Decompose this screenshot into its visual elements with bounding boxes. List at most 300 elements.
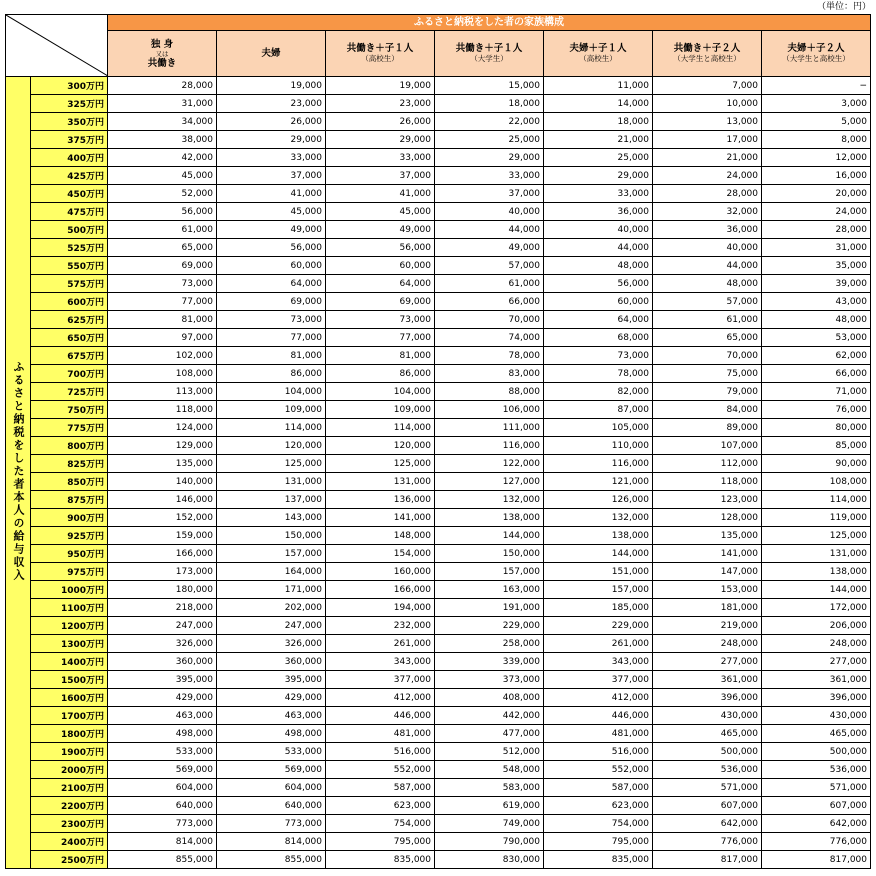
income-cell: 800万円 [31,437,108,455]
value-cell: 136,000 [326,491,435,509]
value-cell: 640,000 [217,797,326,815]
value-cell: 17,000 [653,131,762,149]
value-cell: 125,000 [326,455,435,473]
value-cell: 69,000 [217,293,326,311]
income-cell: 825万円 [31,455,108,473]
value-cell: 90,000 [762,455,871,473]
value-cell: 131,000 [326,473,435,491]
column-header-label: 夫婦＋子２人 [787,43,845,54]
value-cell: 28,000 [653,185,762,203]
value-cell: 44,000 [435,221,544,239]
value-cell: 107,000 [653,437,762,455]
value-cell: 339,000 [435,653,544,671]
value-cell: 642,000 [762,815,871,833]
value-cell: 33,000 [326,149,435,167]
value-cell: 73,000 [108,275,217,293]
value-cell: 8,000 [762,131,871,149]
value-cell: 202,000 [217,599,326,617]
value-cell: 552,000 [326,761,435,779]
value-cell: 105,000 [544,419,653,437]
value-cell: 60,000 [326,257,435,275]
table-row [6,257,871,275]
income-cell: 975万円 [31,563,108,581]
value-cell: 512,000 [435,743,544,761]
income-cell: 2100万円 [31,779,108,797]
income-cell: 875万円 [31,491,108,509]
value-cell: 88,000 [435,383,544,401]
value-cell: 86,000 [217,365,326,383]
value-cell: 258,000 [435,635,544,653]
value-cell: 498,000 [217,725,326,743]
income-cell: 1100万円 [31,599,108,617]
column-header-note: （高校生） [579,54,617,63]
value-cell: 261,000 [544,635,653,653]
value-cell: 82,000 [544,383,653,401]
value-cell: 24,000 [653,167,762,185]
value-cell: 152,000 [108,509,217,527]
value-cell: 412,000 [326,689,435,707]
value-cell: 141,000 [326,509,435,527]
value-cell: 153,000 [653,581,762,599]
value-cell: 160,000 [326,563,435,581]
value-cell: 29,000 [435,149,544,167]
value-cell: 34,000 [108,113,217,131]
table-row [6,563,871,581]
value-cell: 69,000 [108,257,217,275]
value-cell: 446,000 [326,707,435,725]
value-cell: 430,000 [762,707,871,725]
value-cell: 39,000 [762,275,871,293]
income-cell: 1900万円 [31,743,108,761]
income-cell: 450万円 [31,185,108,203]
value-cell: 60,000 [217,257,326,275]
column-header-note: （大学生と高校生） [673,54,741,63]
table-row [6,599,871,617]
value-cell: 129,000 [108,437,217,455]
table-row [6,779,871,797]
income-cell: 700万円 [31,365,108,383]
value-cell: 465,000 [762,725,871,743]
value-cell: 118,000 [653,473,762,491]
value-cell: 154,000 [326,545,435,563]
table-row [6,509,871,527]
value-cell: 118,000 [108,401,217,419]
income-cell: 575万円 [31,275,108,293]
table-row [6,113,871,131]
value-cell: 571,000 [762,779,871,797]
value-cell: 173,000 [108,563,217,581]
value-cell: 45,000 [217,203,326,221]
value-cell: 132,000 [435,491,544,509]
value-cell: 29,000 [217,131,326,149]
value-cell: 127,000 [435,473,544,491]
value-cell: 144,000 [544,545,653,563]
value-cell: 619,000 [435,797,544,815]
value-cell: 65,000 [653,329,762,347]
value-cell: 125,000 [762,527,871,545]
table-row [6,149,871,167]
table-row [6,329,871,347]
value-cell: 37,000 [326,167,435,185]
value-cell: 56,000 [544,275,653,293]
table-row [6,815,871,833]
value-cell: 102,000 [108,347,217,365]
table-row [6,365,871,383]
value-cell: 23,000 [326,95,435,113]
value-cell: 360,000 [108,653,217,671]
table-row [6,689,871,707]
value-cell: 35,000 [762,257,871,275]
income-cell: 775万円 [31,419,108,437]
value-cell: 73,000 [326,311,435,329]
value-cell: 855,000 [217,851,326,869]
table-row [6,419,871,437]
value-cell: 144,000 [762,581,871,599]
column-header-label: 夫婦＋子１人 [569,43,627,54]
table-row [6,581,871,599]
value-cell: 463,000 [217,707,326,725]
value-cell: 140,000 [108,473,217,491]
table-row [6,761,871,779]
value-cell: 86,000 [326,365,435,383]
value-cell: 218,000 [108,599,217,617]
value-cell: 583,000 [435,779,544,797]
income-cell: 425万円 [31,167,108,185]
value-cell: 110,000 [544,437,653,455]
value-cell: 41,000 [326,185,435,203]
value-cell: 124,000 [108,419,217,437]
value-cell: 114,000 [217,419,326,437]
table-row [6,221,871,239]
value-cell: 157,000 [435,563,544,581]
value-cell: 587,000 [544,779,653,797]
income-cell: 2200万円 [31,797,108,815]
value-cell: 49,000 [435,239,544,257]
value-cell: 56,000 [217,239,326,257]
table-row [6,455,871,473]
table-row [6,203,871,221]
table-row [6,527,871,545]
value-cell: 516,000 [326,743,435,761]
value-cell: 36,000 [544,203,653,221]
value-cell: 623,000 [544,797,653,815]
value-cell: 28,000 [762,221,871,239]
value-cell: 23,000 [217,95,326,113]
value-cell: 795,000 [544,833,653,851]
value-cell: 361,000 [653,671,762,689]
value-cell: 343,000 [326,653,435,671]
value-cell: 814,000 [217,833,326,851]
value-cell: 533,000 [108,743,217,761]
income-cell: 950万円 [31,545,108,563]
value-cell: 10,000 [653,95,762,113]
value-cell: 396,000 [762,689,871,707]
value-cell: 22,000 [435,113,544,131]
value-cell: 25,000 [544,149,653,167]
value-cell: 104,000 [326,383,435,401]
value-cell: 128,000 [653,509,762,527]
value-cell: 623,000 [326,797,435,815]
value-cell: 150,000 [217,527,326,545]
income-cell: 650万円 [31,329,108,347]
value-cell: 138,000 [762,563,871,581]
income-cell: 500万円 [31,221,108,239]
value-cell: 61,000 [435,275,544,293]
value-cell: 48,000 [653,275,762,293]
value-cell: 114,000 [326,419,435,437]
income-cell: 1300万円 [31,635,108,653]
row-axis-label-cell [6,77,31,869]
table-row [6,383,871,401]
value-cell: 219,000 [653,617,762,635]
value-cell: 68,000 [544,329,653,347]
value-cell: 548,000 [435,761,544,779]
value-cell: 429,000 [217,689,326,707]
value-cell: 113,000 [108,383,217,401]
table-row [6,671,871,689]
column-header-sub: 又は [155,49,169,58]
income-cell: 2000万円 [31,761,108,779]
value-cell: 135,000 [653,527,762,545]
value-cell: 37,000 [435,185,544,203]
value-cell: 343,000 [544,653,653,671]
value-cell: 132,000 [544,509,653,527]
income-cell: 900万円 [31,509,108,527]
value-cell: 64,000 [544,311,653,329]
value-cell: 5,000 [762,113,871,131]
value-cell: 516,000 [544,743,653,761]
value-cell: 24,000 [762,203,871,221]
value-cell: 20,000 [762,185,871,203]
value-cell: 56,000 [326,239,435,257]
table-row [6,833,871,851]
value-cell: 164,000 [217,563,326,581]
value-cell: 19,000 [326,77,435,95]
income-cell: 625万円 [31,311,108,329]
column-header-note: （大学生と高校生） [782,54,850,63]
unit-note: （単位：円） [816,2,871,12]
table-row [6,707,871,725]
value-cell: 104,000 [217,383,326,401]
value-cell: 77,000 [217,329,326,347]
furusato-limit-table [5,14,871,869]
value-cell: 77,000 [108,293,217,311]
value-cell: 43,000 [762,293,871,311]
value-cell: 533,000 [217,743,326,761]
income-cell: 1600万円 [31,689,108,707]
value-cell: 607,000 [762,797,871,815]
value-cell: 180,000 [108,581,217,599]
value-cell: 111,000 [435,419,544,437]
value-cell: 181,000 [653,599,762,617]
value-cell: 14,000 [544,95,653,113]
column-header [326,31,435,77]
value-cell: 106,000 [435,401,544,419]
value-cell: 123,000 [653,491,762,509]
value-cell: 40,000 [544,221,653,239]
income-cell: 2500万円 [31,851,108,869]
value-cell: 80,000 [762,419,871,437]
income-cell: 600万円 [31,293,108,311]
value-cell: 817,000 [762,851,871,869]
income-cell: 1200万円 [31,617,108,635]
table-row [6,275,871,293]
column-header [544,31,653,77]
value-cell: 78,000 [544,365,653,383]
value-cell: 71,000 [762,383,871,401]
value-cell: 126,000 [544,491,653,509]
value-cell: 157,000 [217,545,326,563]
value-cell: 38,000 [108,131,217,149]
value-cell: 36,000 [653,221,762,239]
value-cell: 70,000 [653,347,762,365]
value-cell: 21,000 [653,149,762,167]
value-cell: 89,000 [653,419,762,437]
value-cell: 119,000 [762,509,871,527]
value-cell: 73,000 [217,311,326,329]
value-cell: 66,000 [762,365,871,383]
value-cell: 31,000 [108,95,217,113]
table-row [6,473,871,491]
table-row [6,851,871,869]
value-cell: 40,000 [435,203,544,221]
value-cell: 33,000 [544,185,653,203]
value-cell: 57,000 [653,293,762,311]
value-cell: 45,000 [108,167,217,185]
value-cell: 194,000 [326,599,435,617]
value-cell: 607,000 [653,797,762,815]
table-row [6,437,871,455]
value-cell: 604,000 [217,779,326,797]
income-cell: 1400万円 [31,653,108,671]
income-cell: 400万円 [31,149,108,167]
column-header-label: 夫婦 [261,48,281,59]
column-header [762,31,871,77]
value-cell: 81,000 [108,311,217,329]
value-cell: 571,000 [653,779,762,797]
income-cell: 550万円 [31,257,108,275]
value-cell: 87,000 [544,401,653,419]
value-cell: 587,000 [326,779,435,797]
value-cell: 141,000 [653,545,762,563]
column-header [435,31,544,77]
value-cell: 7,000 [653,77,762,95]
value-cell: 32,000 [653,203,762,221]
table-row [6,617,871,635]
value-cell: 114,000 [762,491,871,509]
value-cell: 148,000 [326,527,435,545]
value-cell: 776,000 [762,833,871,851]
value-cell: 261,000 [326,635,435,653]
value-cell: 65,000 [108,239,217,257]
corner-diagonal [6,15,108,76]
value-cell: 29,000 [326,131,435,149]
income-cell: 1800万円 [31,725,108,743]
column-header-label-2: 共働き [147,57,177,69]
row-axis-label: ふるさと納税をした者本人の給与収入 [12,360,25,582]
value-cell: 44,000 [544,239,653,257]
table-row [6,545,871,563]
value-cell: 229,000 [544,617,653,635]
value-cell: 37,000 [217,167,326,185]
value-cell: 166,000 [108,545,217,563]
value-cell: 33,000 [435,167,544,185]
value-cell: 151,000 [544,563,653,581]
value-cell: 62,000 [762,347,871,365]
value-cell: 75,000 [653,365,762,383]
value-cell: 172,000 [762,599,871,617]
value-cell: 773,000 [217,815,326,833]
value-cell: 430,000 [653,707,762,725]
value-cell: 412,000 [544,689,653,707]
value-cell: 500,000 [653,743,762,761]
value-cell: 247,000 [217,617,326,635]
value-cell: 552,000 [544,761,653,779]
value-cell: 159,000 [108,527,217,545]
value-cell: 109,000 [217,401,326,419]
value-cell: 395,000 [108,671,217,689]
value-cell: 26,000 [217,113,326,131]
value-cell: 143,000 [217,509,326,527]
income-cell: 2300万円 [31,815,108,833]
value-cell: 395,000 [217,671,326,689]
corner-cell [6,15,108,77]
value-cell: 18,000 [435,95,544,113]
value-cell: 48,000 [762,311,871,329]
value-cell: 277,000 [653,653,762,671]
value-cell: 108,000 [762,473,871,491]
value-cell: 569,000 [217,761,326,779]
value-cell: 642,000 [653,815,762,833]
value-cell: 121,000 [544,473,653,491]
table-row [6,167,871,185]
value-cell: 481,000 [544,725,653,743]
income-cell: 1700万円 [31,707,108,725]
value-cell: 163,000 [435,581,544,599]
value-cell: 18,000 [544,113,653,131]
table-row [6,95,871,113]
table-row [6,653,871,671]
value-cell: 408,000 [435,689,544,707]
value-cell: 138,000 [544,527,653,545]
value-cell: 835,000 [326,851,435,869]
value-cell: 604,000 [108,779,217,797]
income-cell: 375万円 [31,131,108,149]
value-cell: 109,000 [326,401,435,419]
value-cell: 108,000 [108,365,217,383]
value-cell: 373,000 [435,671,544,689]
column-header-label: 共働き＋子１人 [455,43,523,54]
value-cell: 13,000 [653,113,762,131]
value-cell: 166,000 [326,581,435,599]
value-cell: 66,000 [435,293,544,311]
column-header-label: 独 身 [150,38,174,50]
value-cell: 131,000 [217,473,326,491]
value-cell: 73,000 [544,347,653,365]
value-cell: 61,000 [653,311,762,329]
value-cell: 41,000 [217,185,326,203]
value-cell: 56,000 [108,203,217,221]
value-cell: 122,000 [435,455,544,473]
value-cell: 536,000 [653,761,762,779]
value-cell: 446,000 [544,707,653,725]
value-cell: 247,000 [108,617,217,635]
value-cell: 206,000 [762,617,871,635]
value-cell: 44,000 [653,257,762,275]
value-cell: 248,000 [653,635,762,653]
column-header-note: （高校生） [361,54,399,63]
value-cell: 817,000 [653,851,762,869]
